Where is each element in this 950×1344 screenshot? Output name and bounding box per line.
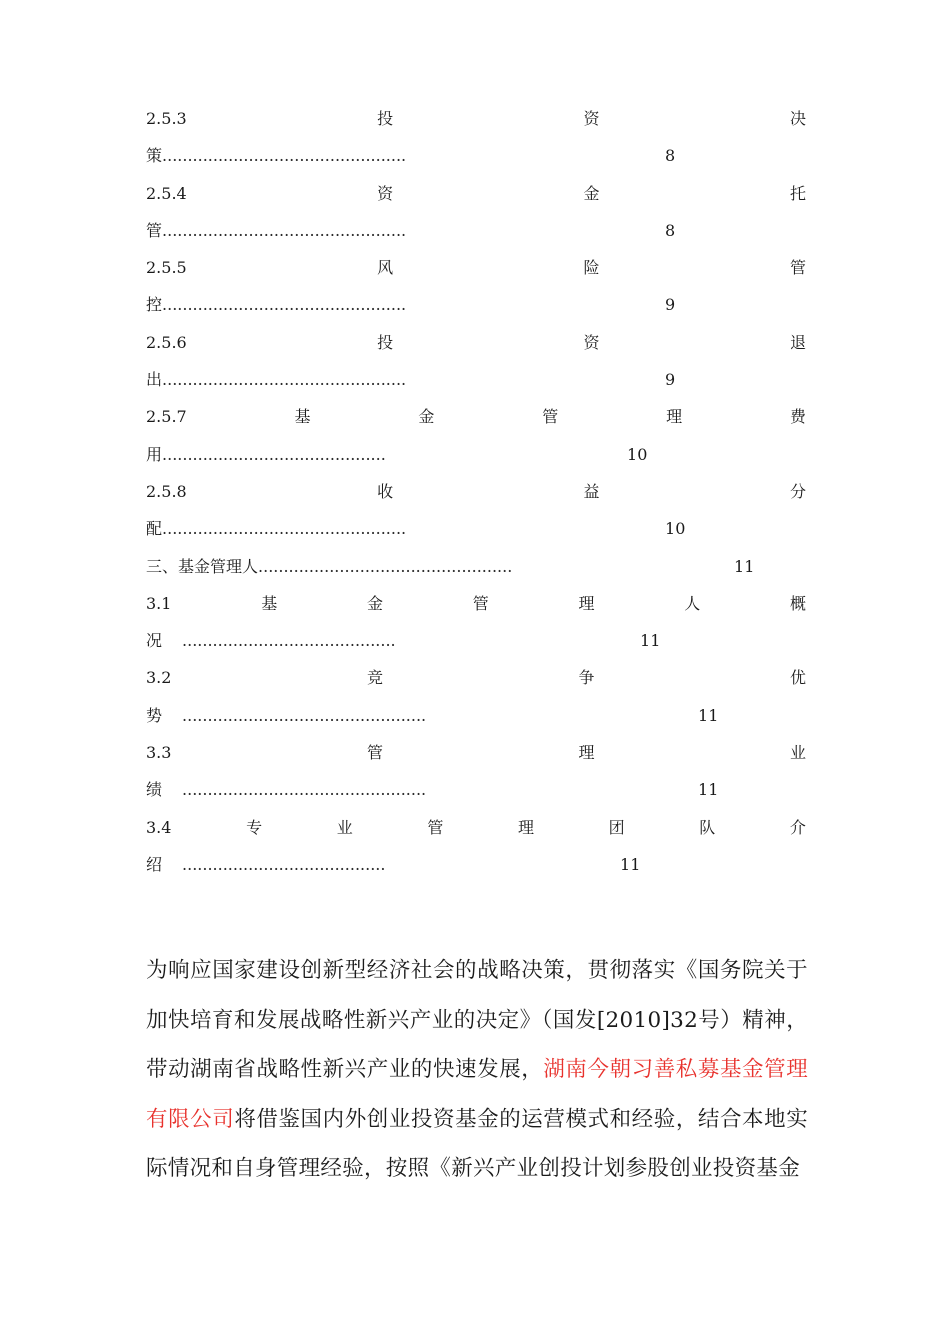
toc-title-char: 投 xyxy=(377,332,394,352)
toc-page-number: 8 xyxy=(665,220,676,240)
toc-leader-dots: ........................................ xyxy=(182,854,386,874)
toc-page-number: 9 xyxy=(665,295,676,315)
toc-entry[interactable] xyxy=(146,100,806,175)
toc-title-char: 管 xyxy=(542,407,559,427)
toc-title-line xyxy=(146,398,806,435)
toc-title-char: 团 xyxy=(608,817,625,837)
toc-title-char: 人 xyxy=(684,593,701,613)
toc-title-char: 理 xyxy=(578,593,595,613)
paragraph-text-before: 为响应国家建设创新型经济社会的战略决策，贯彻落实《国务院关于加快培育和发展战略性新兴产业的决定》（国发[2010]32号）精神，带动湖南省战略性新兴产业的快速发展， xyxy=(146,958,808,1082)
toc-title-char: 投 xyxy=(377,109,394,128)
toc-title-char: 理 xyxy=(578,743,595,763)
toc-line xyxy=(146,548,806,585)
toc-section-number: 2.5.8 xyxy=(146,481,187,501)
toc-leader-dots: ................................................ xyxy=(182,780,427,800)
toc-page-number: 11 xyxy=(620,854,641,874)
toc-title-char: 金 xyxy=(418,407,435,427)
toc-leader-line xyxy=(146,212,806,249)
toc-title-char: 金 xyxy=(366,593,383,613)
toc-page-number: 9 xyxy=(665,370,676,390)
toc-title-line xyxy=(146,659,806,696)
toc-entry[interactable] xyxy=(146,809,806,884)
toc-title-char: 业 xyxy=(336,817,353,837)
toc-title-char: 理 xyxy=(518,817,535,837)
toc-leader-dots: ................................................ xyxy=(182,705,427,725)
toc-leader-dots: .................................................. xyxy=(258,556,513,576)
toc-title-char: 用 xyxy=(146,444,163,464)
toc-title-char: 业 xyxy=(789,743,806,763)
toc-leader-dots: ................................................ xyxy=(162,295,407,315)
toc-title-char: 益 xyxy=(583,481,600,501)
toc-title-char: 况 xyxy=(146,631,163,651)
toc-page-number: 8 xyxy=(665,146,676,166)
toc-entry[interactable] xyxy=(146,324,806,399)
toc-leader-dots: ............................................ xyxy=(162,444,386,464)
toc-entry[interactable] xyxy=(146,175,806,250)
toc-title-char: 风 xyxy=(377,258,394,278)
toc-page-number: 10 xyxy=(627,444,648,464)
toc-title-char: 争 xyxy=(578,668,595,688)
toc-title-char: 收 xyxy=(377,481,394,501)
toc-leader-line xyxy=(146,510,806,547)
toc-title-char: 管 xyxy=(146,220,163,240)
toc-title-char: 竞 xyxy=(366,668,383,688)
toc-section-number: 2.5.3 xyxy=(146,109,187,128)
toc-title-line xyxy=(146,585,806,622)
toc-entry[interactable] xyxy=(146,585,806,660)
toc-title-char: 绩 xyxy=(146,780,163,800)
toc-page-number: 11 xyxy=(698,705,719,725)
toc-title-char: 概 xyxy=(789,593,806,613)
toc-entry[interactable] xyxy=(146,659,806,734)
toc-heading-text: 三、基金管理人 xyxy=(146,556,259,576)
toc-leader-dots: ................................................ xyxy=(162,146,407,166)
toc-section-number: 3.1 xyxy=(146,593,172,613)
toc-title-char: 管 xyxy=(789,258,806,278)
toc-entry[interactable] xyxy=(146,473,806,548)
toc-title-line xyxy=(146,175,806,212)
toc-leader-line xyxy=(146,361,806,398)
toc-title-char: 资 xyxy=(583,109,600,128)
toc-section-number: 2.5.7 xyxy=(146,407,187,427)
toc-title-char: 险 xyxy=(583,258,600,278)
toc-entry[interactable] xyxy=(146,249,806,324)
toc-title-char: 管 xyxy=(427,817,444,837)
toc-leader-dots: .......................................... xyxy=(182,631,396,651)
toc-leader-dots: ................................................ xyxy=(162,519,407,539)
toc-title-char: 优 xyxy=(789,668,806,688)
toc-leader-line xyxy=(146,622,806,659)
toc-title-char: 托 xyxy=(789,183,806,203)
toc-entry[interactable] xyxy=(146,734,806,809)
toc-title-char: 费 xyxy=(789,407,806,427)
toc-title-char: 绍 xyxy=(146,854,163,874)
toc-title-char: 介 xyxy=(789,817,806,837)
toc-title-char: 出 xyxy=(146,370,163,390)
toc-title-char: 理 xyxy=(666,407,683,427)
toc-title-char: 决 xyxy=(789,109,806,128)
toc-leader-line xyxy=(146,771,806,808)
toc-page-number: 11 xyxy=(734,556,755,576)
toc-title-char: 专 xyxy=(246,817,263,837)
toc-page-number: 11 xyxy=(640,631,661,651)
toc-title-char: 管 xyxy=(366,743,383,763)
toc-leader-dots: ................................................ xyxy=(162,370,407,390)
toc-title-char: 控 xyxy=(146,295,163,315)
toc-title-char: 资 xyxy=(583,332,600,352)
toc-leader-line xyxy=(146,137,806,174)
toc-title-line xyxy=(146,473,806,510)
toc-title-char: 策 xyxy=(146,146,163,166)
toc-title-line xyxy=(146,324,806,361)
toc-leader-line xyxy=(146,286,806,323)
toc-section-number: 2.5.4 xyxy=(146,183,187,203)
toc-page-number: 10 xyxy=(665,519,686,539)
toc-title-char: 金 xyxy=(583,183,600,203)
toc-title-char: 管 xyxy=(472,593,489,613)
toc-section-number: 2.5.5 xyxy=(146,258,187,278)
toc-title-line xyxy=(146,249,806,286)
toc-title-line xyxy=(146,734,806,771)
toc-leader-line xyxy=(146,436,806,473)
toc-leader-line xyxy=(146,697,806,734)
toc-title-char: 分 xyxy=(789,481,806,501)
toc-title-char: 势 xyxy=(146,705,163,725)
toc-leader-line xyxy=(146,846,806,883)
toc-title-char: 配 xyxy=(146,519,163,539)
toc-title-line xyxy=(146,100,806,137)
toc-title-char: 队 xyxy=(699,817,716,837)
toc-page-number: 11 xyxy=(698,780,719,800)
paragraph-text-after: 将借鉴国内外创业投资基金的运营模式和经验，结合本地实际情况和自身管理经验，按照《新兴产业创投计划参股创业投资基金 xyxy=(146,1106,808,1181)
toc-title-char: 资 xyxy=(377,183,394,203)
intro-paragraph xyxy=(146,946,808,1194)
toc-title-char: 基 xyxy=(294,407,311,427)
toc-leader-dots: ................................................ xyxy=(162,220,407,240)
toc-section-number: 3.4 xyxy=(146,817,172,837)
company-name-highlight: 湖南今朝习善私募基金管理有限公司 xyxy=(146,1057,808,1132)
toc-section-number: 3.2 xyxy=(146,668,172,688)
table-of-contents xyxy=(146,100,806,883)
toc-title-char: 基 xyxy=(261,593,278,613)
toc-section-number: 3.3 xyxy=(146,743,172,763)
toc-title-line xyxy=(146,809,806,846)
toc-title-char: 退 xyxy=(789,332,806,352)
toc-entry[interactable] xyxy=(146,548,806,585)
toc-entry[interactable] xyxy=(146,398,806,473)
toc-section-number: 2.5.6 xyxy=(146,332,187,352)
